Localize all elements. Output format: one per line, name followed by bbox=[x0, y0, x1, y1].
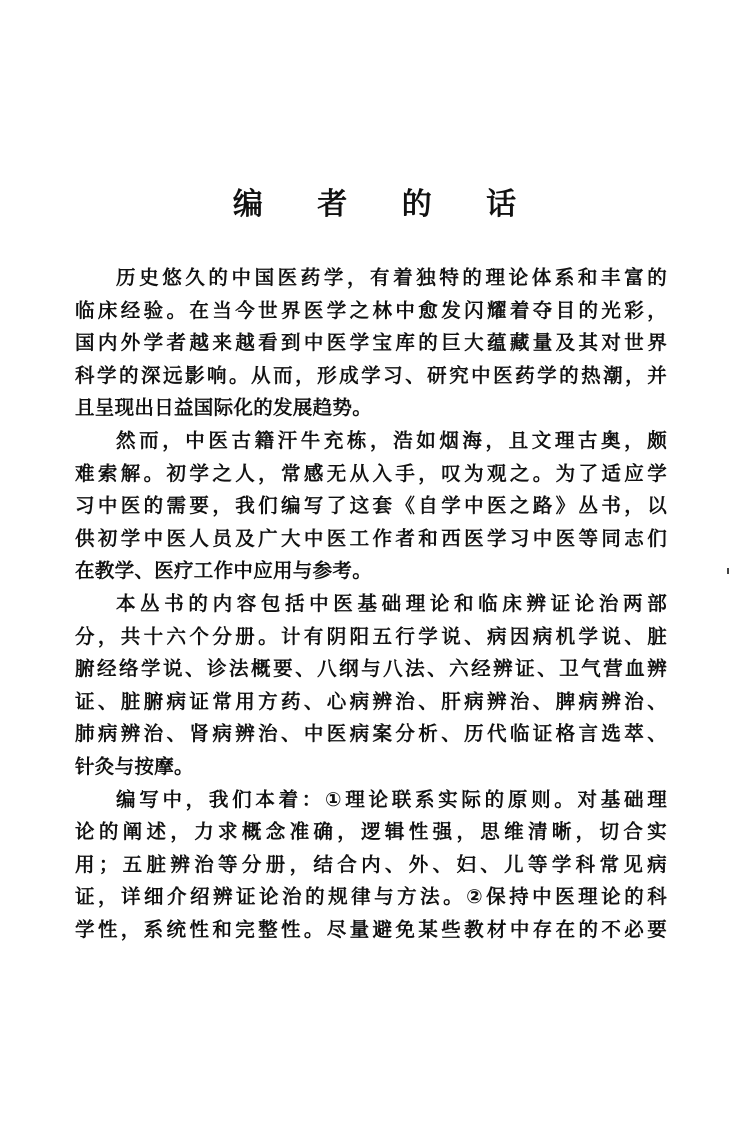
paragraph-3 bbox=[75, 588, 667, 784]
text-line: 且呈现出日益国际化的发展趋势。 bbox=[75, 396, 373, 420]
text-line: 针灸与按摩。 bbox=[75, 754, 194, 778]
text-line: 习中医的需要，我们编写了这套《自学中医之路》丛书，以 bbox=[75, 494, 667, 518]
text-line: 肺病辨治、肾病辨治、中医病案分析、历代临证格言选萃、 bbox=[75, 722, 667, 746]
text-line: 论的阐述，力求概念准确，逻辑性强，思维清晰，切合实 bbox=[75, 820, 667, 844]
text-line: 分，共十六个分册。计有阴阳五行学说、病因病机学说、脏 bbox=[75, 624, 667, 648]
text-line: 供初学中医人员及广大中医工作者和西医学习中医等同志们 bbox=[75, 526, 667, 550]
page-title: 编 者 的 话 bbox=[232, 187, 539, 222]
text-line: 科学的深远影响。从而，形成学习、研究中医药学的热潮，并 bbox=[75, 363, 667, 387]
text-line: 国内外学者越来越看到中医学宝库的巨大蕴藏量及其对世界 bbox=[75, 331, 667, 355]
paragraph-4 bbox=[75, 784, 667, 947]
text-line: 在教学、医疗工作中应用与参考。 bbox=[75, 559, 373, 583]
text-line: 本丛书的内容包括中医基础理论和临床辨证论治两部 bbox=[116, 591, 667, 615]
text-line: 然而，中医古籍汗牛充栋，浩如烟海，且文理古奥，颇 bbox=[116, 428, 667, 452]
text-line: 编写中，我们本着：①理论联系实际的原则。对基础理 bbox=[116, 787, 667, 811]
text-line: 难索解。初学之人，常感无从入手，叹为观之。为了适应学 bbox=[75, 461, 667, 485]
text-line: 证、脏腑病证常用方药、心病辨治、肝病辨治、脾病辨治、 bbox=[75, 689, 667, 713]
text-line: 学性，系统性和完整性。尽量避免某些教材中存在的不必要 bbox=[75, 917, 667, 941]
paragraph-2 bbox=[75, 425, 667, 588]
text-line: 用；五脏辨治等分册，结合内、外、妇、儿等学科常见病 bbox=[75, 852, 667, 876]
scan-artifact bbox=[727, 568, 729, 574]
text-line: 证，详细介绍辨证论治的规律与方法。②保持中医理论的科 bbox=[75, 885, 667, 909]
text-line: 腑经络学说、诊法概要、八纲与八法、六经辨证、卫气营血辨 bbox=[75, 657, 667, 681]
paragraph-1 bbox=[75, 262, 667, 425]
body-text bbox=[75, 262, 667, 946]
text-line: 历史悠久的中国医药学，有着独特的理论体系和丰富的 bbox=[116, 266, 667, 289]
text-line: 临床经验。在当今世界医学之林中愈发闪耀着夺目的光彩， bbox=[75, 298, 667, 322]
